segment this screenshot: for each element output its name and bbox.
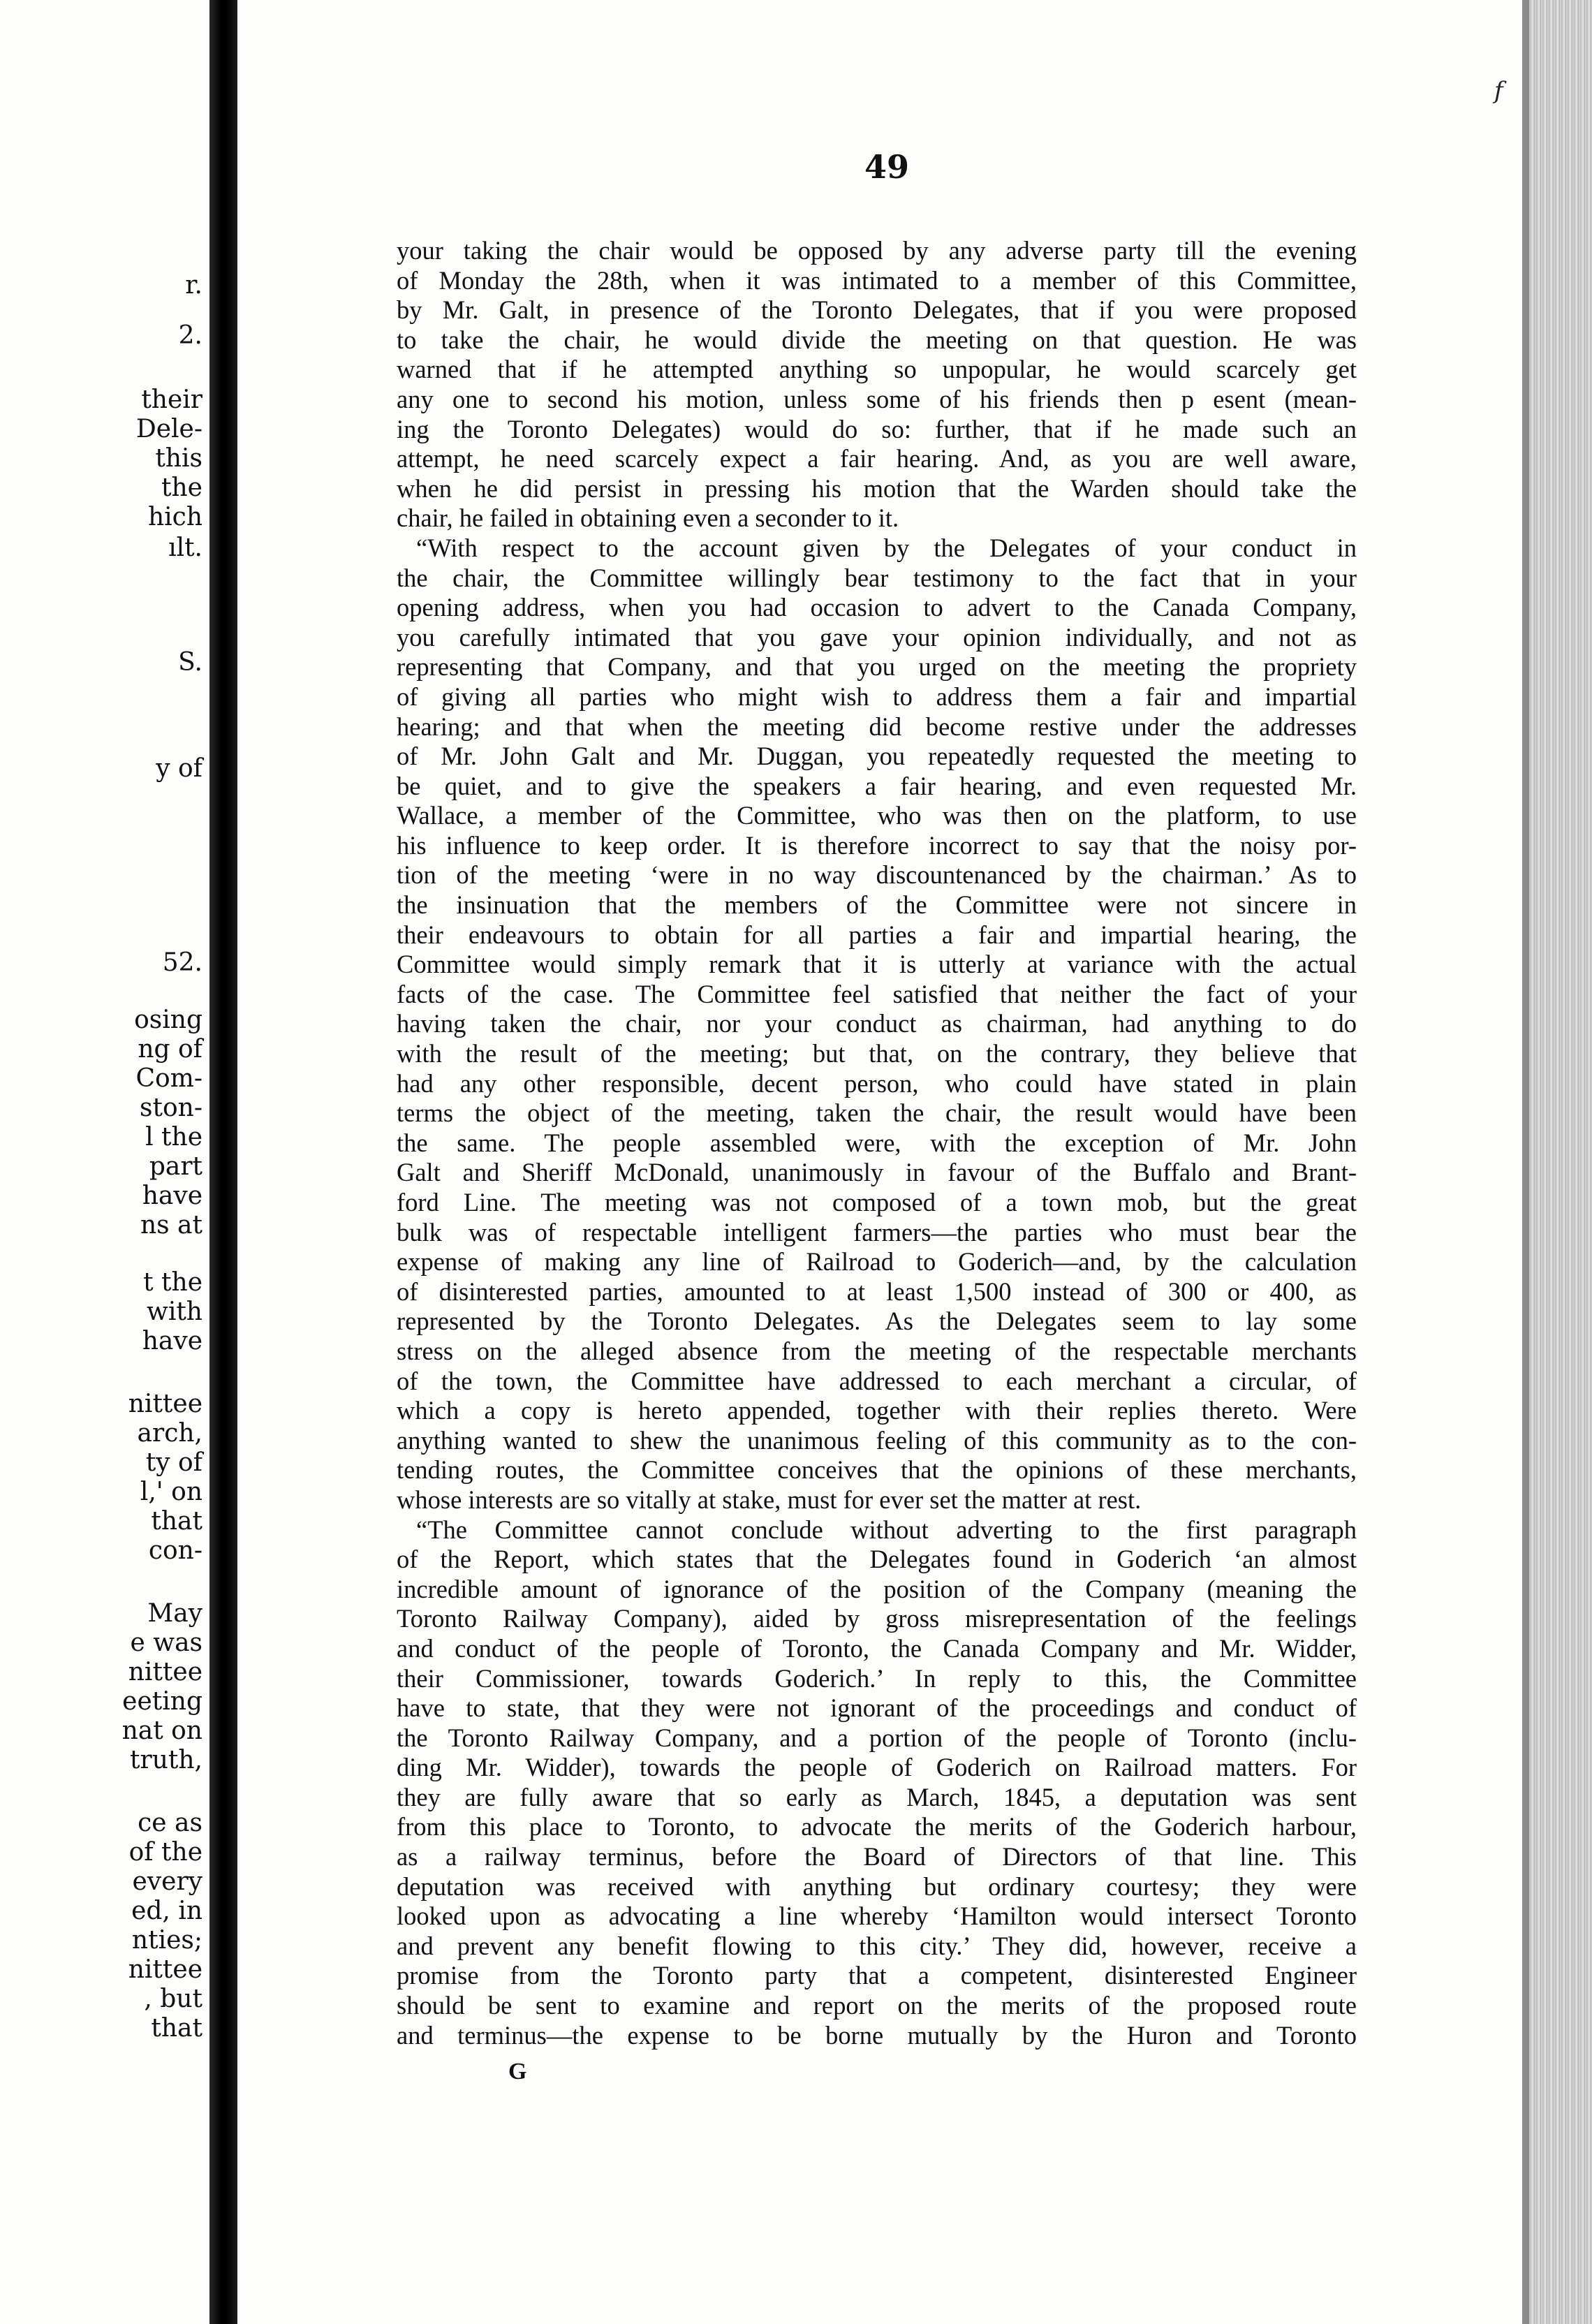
- text-line: Toronto Railway Company), aided by gross misrepresentation of the feelings: [397, 1604, 1357, 1633]
- left-page-fragment: truth,: [130, 1746, 202, 1774]
- text-line: the Toronto Railway Company, and a portion of the people of Toronto (inclu-: [397, 1723, 1357, 1752]
- text-line: opening address, when you had occasion to advert to the Canada Company,: [397, 593, 1357, 622]
- left-page-fragment: nittee: [128, 1390, 202, 1418]
- left-page-fragment: that: [151, 1507, 202, 1536]
- page-number: 49: [864, 148, 909, 186]
- text-line: tion of the meeting ‘were in no way discountenanced by the chairman.’ As to: [397, 860, 1357, 890]
- left-page-fragment: 52.: [162, 948, 202, 977]
- text-line: chair, he failed in obtaining even a seconder to it.: [397, 503, 899, 533]
- left-page-fragment: with: [147, 1297, 202, 1326]
- left-page-fragment: part: [149, 1152, 202, 1181]
- left-page-fragment: l the: [145, 1123, 202, 1152]
- text-line: the same. The people assembled were, with the exception of Mr. John: [397, 1128, 1357, 1157]
- text-line: facts of the case. The Committee feel satisfied that neither the fact of your: [397, 979, 1357, 1008]
- text-line: having taken the chair, nor your conduct as chairman, had anything to do: [397, 1009, 1357, 1038]
- text-line: ding Mr. Widder), towards the people of Goderich on Railroad matters. For: [397, 1753, 1357, 1782]
- text-line: hearing; and that when the meeting did become restive under the addresses: [397, 712, 1357, 741]
- left-page-fragment: ed, in: [131, 1897, 202, 1925]
- left-page-fragment: nittee: [128, 1658, 202, 1686]
- left-page-fragment: ston-: [140, 1094, 202, 1122]
- text-line: Wallace, a member of the Committee, who was then on the platform, to use: [397, 801, 1357, 830]
- left-page-fragment: of the: [128, 1838, 202, 1867]
- text-line: and terminus—the expense to be borne mutually by the Huron and Toronto: [397, 2020, 1357, 2050]
- text-line: and conduct of the people of Toronto, the Canada Company and Mr. Widder,: [397, 1633, 1357, 1663]
- left-page-fragment: Com-: [135, 1064, 202, 1093]
- text-line: as a railway terminus, before the Board of Directors of that line. This: [397, 1842, 1357, 1871]
- text-line: anything wanted to shew the unanimous feeling of this community as to the con-: [397, 1425, 1357, 1455]
- left-page-fragment: every: [132, 1867, 202, 1896]
- text-line: the chair, the Committee willingly bear testimony to the fact that in your: [397, 563, 1357, 592]
- text-line: warned that if he attempted anything so unpopular, he would scarcely get: [397, 355, 1357, 384]
- text-line: of the Report, which states that the Delegates found in Goderich ‘an almost: [397, 1545, 1357, 1574]
- text-line: be quiet, and to give the speakers a fair hearing, and even requested Mr.: [397, 771, 1357, 800]
- left-page-fragment: nittee: [128, 1955, 202, 1984]
- text-line: terms the object of the meeting, taken the chair, the result would have been: [397, 1098, 1357, 1128]
- text-line: tending routes, the Committee conceives that the opinions of these merchants,: [397, 1455, 1357, 1485]
- text-line: representing that Company, and that you urged on the meeting the propriety: [397, 652, 1357, 682]
- left-page-fragment: have: [142, 1182, 202, 1210]
- text-line: ing the Toronto Delegates) would do so: further, that if he made such an: [397, 414, 1357, 443]
- text-line: have to state, that they were not ignorant of the proceedings and conduct of: [397, 1693, 1357, 1723]
- left-page-fragment: ng of: [138, 1035, 202, 1064]
- text-line: Committee would simply remark that it is utterly at variance with the actual: [397, 950, 1357, 979]
- left-page-margin: [0, 0, 209, 2324]
- left-page-fragment: S.: [178, 648, 202, 677]
- text-line: expense of making any line of Railroad to Goderich—and, by the calculation: [397, 1247, 1357, 1277]
- text-line: of the town, the Committee have addressed to each merchant a circular, of: [397, 1366, 1357, 1395]
- left-page-fragment: r.: [185, 271, 202, 300]
- left-page-fragment: arch,: [137, 1419, 202, 1448]
- left-page-fragment: e was: [130, 1628, 202, 1657]
- text-line: with the result of the meeting; but that, on the contrary, they believe that: [397, 1039, 1357, 1068]
- text-line: whose interests are so vitally at stake, must for ever set the matter at rest.: [397, 1485, 1142, 1514]
- text-line: his influence to keep order. It is therefore incorrect to say that the noisy por-: [397, 830, 1357, 860]
- text-line: they are fully aware that so early as March, 1845, a deputation was sent: [397, 1782, 1357, 1811]
- text-line: from this place to Toronto, to advocate the merits of the Goderich harbour,: [397, 1812, 1357, 1841]
- left-page-fragment: nties;: [131, 1926, 202, 1955]
- text-line: represented by the Toronto Delegates. As the Delegates seem to lay some: [397, 1307, 1357, 1336]
- text-line: “With respect to the account given by the Delegates of your conduct in: [416, 533, 1357, 562]
- text-line: should be sent to examine and report on the merits of the proposed route: [397, 1991, 1357, 2020]
- text-line: to take the chair, he would divide the meeting on that question. He was: [397, 325, 1357, 354]
- left-page-fragment: the: [161, 473, 202, 502]
- text-line: which a copy is hereto appended, together with their replies thereto. Were: [397, 1396, 1357, 1425]
- left-page-fragment: 2.: [178, 321, 202, 350]
- text-line: had any other responsible, decent person, who could have stated in plain: [397, 1068, 1357, 1098]
- left-page-fragment: that: [151, 2014, 202, 2043]
- text-line: any one to second his motion, unless some of his friends then p esent (mean-: [397, 384, 1357, 413]
- left-page-fragment: ılt.: [168, 534, 202, 562]
- text-line: “The Committee cannot conclude without adverting to the first paragraph: [416, 1515, 1357, 1544]
- text-line: and prevent any benefit flowing to this city.’ They did, however, receive a: [397, 1931, 1357, 1960]
- body-text: [397, 236, 1357, 2050]
- signature-mark: G: [508, 2059, 527, 2084]
- text-line: when he did persist in pressing his motion that the Warden should take the: [397, 473, 1357, 503]
- text-line: bulk was of respectable intelligent farmers—the parties who must bear the: [397, 1217, 1357, 1246]
- text-line: of giving all parties who might wish to address them a fair and impartial: [397, 682, 1357, 711]
- left-page-fragment: hich: [147, 503, 202, 531]
- text-line: ford Line. The meeting was not composed of a town mob, but the great: [397, 1188, 1357, 1216]
- text-line: Galt and Sheriff McDonald, unanimously in favour of the Buffalo and Brant-: [397, 1158, 1357, 1187]
- text-line: incredible amount of ignorance of the position of the Company (meaning the: [397, 1574, 1357, 1603]
- left-page-fragment: this: [155, 444, 202, 473]
- left-page-fragment: Dele-: [135, 415, 202, 443]
- left-page-fragment: l,' on: [140, 1478, 202, 1506]
- text-line: promise from the Toronto party that a competent, disinterested Engineer: [397, 1961, 1357, 1990]
- left-page-fragment: y of: [156, 754, 202, 783]
- text-line: of disinterested parties, amounted to at least 1,500 instead of 300 or 400, as: [397, 1277, 1357, 1306]
- left-page-fragment: con-: [148, 1536, 202, 1565]
- left-page-fragment: osing: [134, 1006, 202, 1034]
- left-page-fragment: , but: [144, 1985, 202, 2013]
- book-gutter: [209, 0, 237, 2324]
- text-line: your taking the chair would be opposed by any adverse party till the evening: [397, 236, 1357, 265]
- left-page-fragment: ce as: [138, 1809, 202, 1837]
- text-line: looked upon as advocating a line whereby ‘Hamilton would intersect Toronto: [397, 1902, 1357, 1931]
- left-page-fragment: May: [147, 1599, 202, 1628]
- left-page-fragment: ty of: [145, 1448, 202, 1477]
- text-line: you carefully intimated that you gave your opinion individually, and not as: [397, 622, 1357, 652]
- left-page-fragment: t the: [143, 1268, 202, 1297]
- text-line: stress on the alleged absence from the meeting of the respectable merchants: [397, 1336, 1357, 1365]
- left-page-fragment: eeting: [122, 1687, 202, 1716]
- text-line: of Monday the 28th, when it was intimated to a member of this Committee,: [397, 265, 1357, 295]
- left-page-fragment: ns at: [140, 1211, 202, 1240]
- margin-mark: f: [1494, 77, 1503, 105]
- text-line: of Mr. John Galt and Mr. Duggan, you repeatedly requested the meeting to: [397, 742, 1357, 771]
- left-page-fragment: nat on: [121, 1716, 202, 1745]
- text-line: by Mr. Galt, in presence of the Toronto Delegates, that if you were proposed: [397, 295, 1357, 325]
- text-line: their Commissioner, towards Goderich.’ In reply to this, the Committee: [397, 1663, 1357, 1693]
- text-line: deputation was received with anything but ordinary courtesy; they were: [397, 1871, 1357, 1901]
- left-page-fragment: have: [142, 1327, 202, 1355]
- left-page-fragment: their: [141, 385, 202, 414]
- text-line: attempt, he need scarcely expect a fair hearing. And, as you are well aware,: [397, 444, 1357, 473]
- text-line: their endeavours to obtain for all parties a fair and impartial hearing, the: [397, 920, 1357, 949]
- text-line: the insinuation that the members of the Committee were not sincere in: [397, 890, 1357, 920]
- page-edge: [1522, 0, 1592, 2324]
